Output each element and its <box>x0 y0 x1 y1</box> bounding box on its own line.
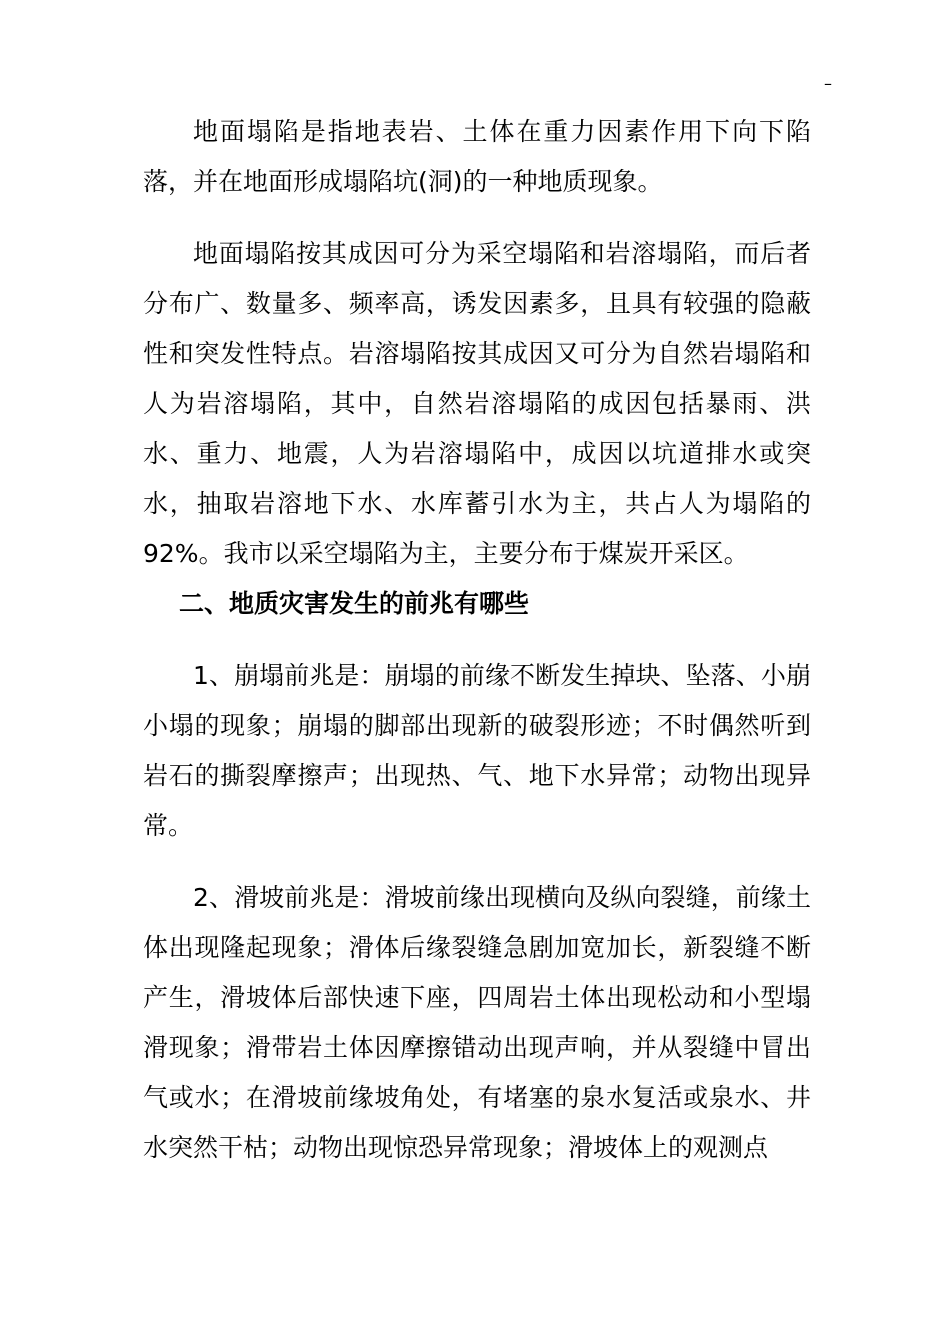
paragraph-ground-collapse-definition: 地面塌陷是指地表岩、土体在重力因素作用下向下陷落，并在地面形成塌陷坑(洞)的一种地质现象。 <box>143 117 811 196</box>
document-body <box>143 107 811 1173</box>
paragraph-landslide-precursors: 2、滑坡前兆是：滑坡前缘出现横向及纵向裂缝，前缘土体出现隆起现象；滑体后缘裂缝急剧加宽加长，新裂缝不断产生，滑坡体后部快速下座，四周岩土体出现松动和小型塌滑现象；滑带岩土体因摩擦错动出现声响，并从裂缝中冒出气或水；在滑坡前缘坡角处，有堵塞的泉水复活或泉水、井水突然干枯；动物出现惊恐异常现象；滑坡体上的观测点 <box>143 883 811 1162</box>
page-mark: – <box>824 74 832 93</box>
paragraph-rockfall-precursors: 1、崩塌前兆是：崩塌的前缘不断发生掉块、坠落、小崩小塌的现象；崩塌的脚部出现新的破裂形迹；不时偶然听到岩石的撕裂摩擦声；出现热、气、地下水异常；动物出现异常。 <box>143 661 811 840</box>
section-heading: 二、地质灾害发生的前兆有哪些 <box>179 589 530 618</box>
paragraph-collapse-causes: 地面塌陷按其成因可分为采空塌陷和岩溶塌陷，而后者分布广、数量多、频率高，诱发因素多，且具有较强的隐蔽性和突发性特点。岩溶塌陷按其成因又可分为自然岩塌陷和人为岩溶塌陷，其中，自然岩溶塌陷的成因包括暴雨、洪水、重力、地震，人为岩溶塌陷中，成因以坑道排水或突水，抽取岩溶地下水、水库蓄引水为主，共占人为塌陷的 92%。我市以采空塌陷为主，主要分布于煤炭开采区。 <box>143 239 811 568</box>
